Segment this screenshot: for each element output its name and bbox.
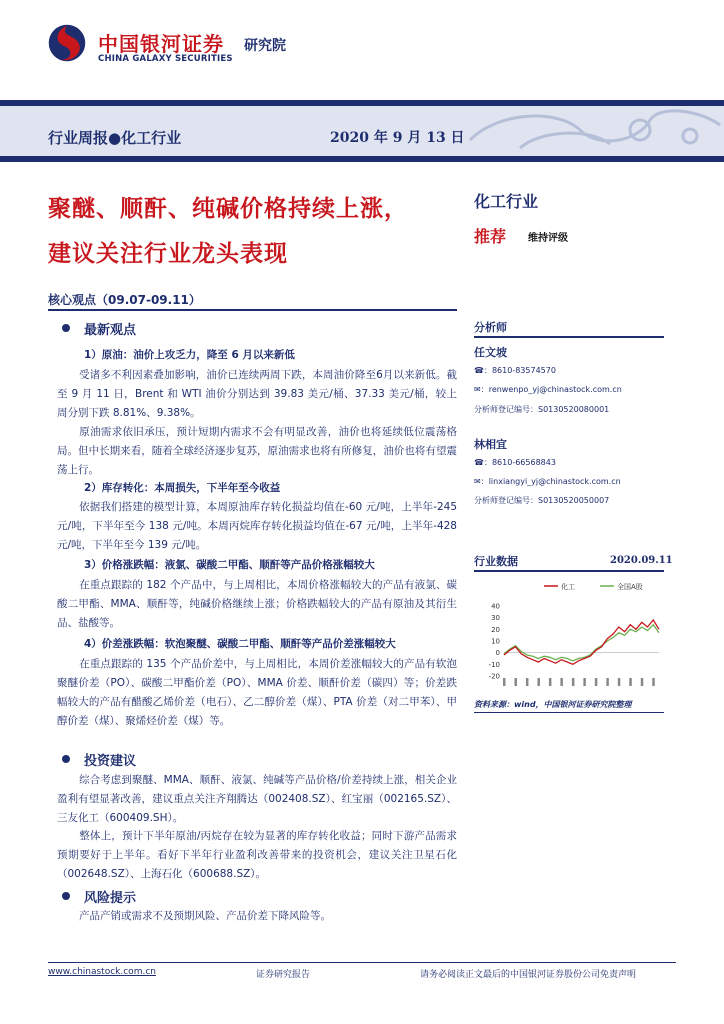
industry-data-heading: 行业数据 bbox=[474, 555, 518, 568]
x-tick-mark bbox=[641, 678, 644, 686]
analyst-license: 分析师登记编号：S0130520050007 bbox=[474, 496, 610, 505]
x-tick-mark bbox=[572, 678, 575, 686]
y-tick-label: 30 bbox=[491, 614, 500, 623]
divider bbox=[474, 712, 664, 713]
x-tick-mark bbox=[537, 678, 540, 686]
paragraph: 整体上，预计下半年原油/丙烷存在较为显著的库存转化收益；同时下游产品需求预期要好于上半年。看好下半年行业盈利改善带来的投资机会，建议关注卫星石化（002648.SZ）、上海石化（600688.SZ）。 bbox=[57, 830, 457, 880]
x-tick-mark bbox=[549, 678, 552, 686]
x-tick-mark bbox=[595, 678, 598, 686]
source-note: 资料来源：wind，中国银河证券研究院整理 bbox=[474, 700, 632, 709]
paragraph: 受诸多不利因素叠加影响，油价已连续两周下跌，本周油价降至6月以来新低。截至 9 月 11 日，Brent 和 WTI 油价分别达到 39.83 美元/桶、37.33 美元/桶，较上周分别下跌 8.81%、9.38%。 bbox=[57, 369, 457, 419]
y-tick-label: 20 bbox=[491, 625, 500, 634]
divider bbox=[474, 336, 664, 338]
legend-label: 化工 bbox=[561, 583, 575, 591]
phone-icon: ☎： bbox=[474, 366, 492, 375]
x-tick-mark bbox=[618, 678, 621, 686]
x-tick-mark bbox=[503, 678, 506, 686]
paragraph: 在重点跟踪的 135 个产品价差中，与上周相比，本周价差涨幅较大的产品有软泡聚醚价差（PO）、碳酸二甲酯价差（PO）、MMA 价差、顺酐价差（碳四）等；价差跌幅较大的产品有醋酸乙烯价差（电石）、乙二醇价差（煤）、PTA 价差（对二甲苯）、甲醇价差（煤）、聚烯烃价差（煤）等。 bbox=[57, 658, 457, 727]
phone-icon: ☎： bbox=[474, 458, 492, 467]
legend-label: 全国A股 bbox=[617, 583, 643, 591]
x-tick-mark bbox=[560, 678, 563, 686]
sub-heading: 3）价格涨跌幅：液氯、碳酸二甲酯、顺酐等产品价格涨幅较大 bbox=[84, 559, 375, 571]
bullet-icon bbox=[62, 892, 70, 900]
sub-heading: 2）库存转化：本周损失，下半年至今收益 bbox=[84, 482, 281, 494]
analyst-name: 任文坡 bbox=[474, 346, 507, 359]
logo-icon bbox=[46, 22, 88, 64]
sub-heading: 1）原油：油价上攻乏力，降至 6 月以来新低 bbox=[84, 349, 295, 361]
y-tick-label: 0 bbox=[495, 649, 500, 658]
footer-disclaimer: 请务必阅读正文最后的中国银河证券股份公司免责声明 bbox=[420, 970, 637, 980]
analyst-phone: ☎：8610-66568843 bbox=[474, 458, 556, 467]
paragraph: 在重点跟踪的 182 个产品中，与上周相比，本周价格涨幅较大的产品有液氯、碳酸二甲酯、MMA、顺酐等，纯碱价格继续上涨；价格跌幅较大的产品有原油及其衍生品、盐酸等。 bbox=[57, 579, 457, 629]
divider bbox=[48, 309, 457, 311]
footer-divider bbox=[48, 962, 676, 963]
bullet-icon bbox=[62, 324, 70, 332]
brand-name-en: CHINA GALAXY SECURITIES bbox=[98, 54, 233, 64]
report-type: 行业周报●化工行业 bbox=[48, 129, 182, 147]
footer-website-link[interactable]: www.chinastock.com.cn bbox=[48, 967, 156, 977]
rating-status: 维持评级 bbox=[528, 233, 568, 244]
analyst-email[interactable]: ✉：renwenpo_yj@chinastock.com.cn bbox=[474, 385, 622, 394]
analyst-license: 分析师登记编号：S0130520080001 bbox=[474, 405, 610, 414]
y-tick-label: -10 bbox=[488, 660, 500, 669]
paragraph: 原油需求依旧承压，预计短期内需求不会有明显改善，油价也将延续低位震荡格局。但中长期来看，随着全球经济逐步复苏，原油需求也将有所修复，油价也将有望震荡上行。 bbox=[57, 426, 457, 476]
y-tick-label: 40 bbox=[491, 602, 500, 611]
report-title-line1: 聚醚、顺酐、纯碱价格持续上涨， bbox=[48, 196, 408, 222]
sub-heading: 4）价差涨跌幅：软泡聚醚、碳酸二甲酯、顺酐等产品价差涨幅较大 bbox=[84, 638, 396, 650]
analyst-email[interactable]: ✉：linxiangyi_yj@chinastock.com.cn bbox=[474, 477, 621, 486]
x-tick-mark bbox=[652, 678, 655, 686]
industry-chart bbox=[474, 578, 664, 690]
mail-icon: ✉： bbox=[474, 477, 489, 486]
bullet-icon bbox=[62, 755, 70, 763]
series-line-a-share bbox=[504, 625, 659, 661]
brand-name: 中国银河证券 bbox=[98, 32, 224, 56]
paragraph: 产品产销或需求不及预期风险、产品价差下降风险等。 bbox=[79, 910, 331, 922]
recommendation: 推荐 bbox=[474, 227, 507, 246]
footer-label: 证券研究报告 bbox=[256, 970, 311, 980]
x-tick-mark bbox=[629, 678, 632, 686]
industry-data-date: 2020.09.11 bbox=[610, 555, 673, 566]
divider bbox=[474, 570, 664, 572]
y-tick-label: 10 bbox=[491, 637, 500, 646]
analyst-name: 林相宜 bbox=[474, 438, 507, 451]
brand-institute: 研究院 bbox=[244, 38, 286, 54]
x-tick-mark bbox=[526, 678, 529, 686]
analyst-heading: 分析师 bbox=[474, 321, 507, 334]
x-tick-mark bbox=[606, 678, 609, 686]
industry-label: 化工行业 bbox=[474, 192, 539, 211]
paragraph: 综合考虑到聚醚、MMA、顺酐、液氯、纯碱等产品价格/价差持续上涨，相关企业盈利有望显著改善，建议重点关注齐翔腾达（002408.SZ）、红宝丽（002165.SZ）、三友化工（600409.SH）。 bbox=[57, 774, 457, 824]
x-tick-mark bbox=[514, 678, 517, 686]
section-heading: 风险提示 bbox=[84, 891, 137, 906]
core-title: 核心观点（09.07-09.11） bbox=[48, 293, 201, 307]
section-heading: 投资建议 bbox=[84, 754, 137, 769]
report-date: 2020 年 9 月 13 日 bbox=[330, 130, 465, 146]
y-tick-label: -20 bbox=[488, 672, 500, 681]
section-heading: 最新观点 bbox=[84, 323, 137, 338]
paragraph: 依据我们搭建的模型计算，本周原油库存转化损益均值在-60 元/吨，上半年-245 元/吨，下半年至今 138 元/吨。本周丙烷库存转化损益均值在-67 元/吨，上半年-428 元/吨，下半年至今 139 元/吨。 bbox=[57, 501, 457, 551]
report-title-line2: 建议关注行业龙头表现 bbox=[48, 241, 288, 267]
analyst-phone: ☎：8610-83574570 bbox=[474, 366, 556, 375]
x-tick-mark bbox=[583, 678, 586, 686]
mail-icon: ✉： bbox=[474, 385, 489, 394]
